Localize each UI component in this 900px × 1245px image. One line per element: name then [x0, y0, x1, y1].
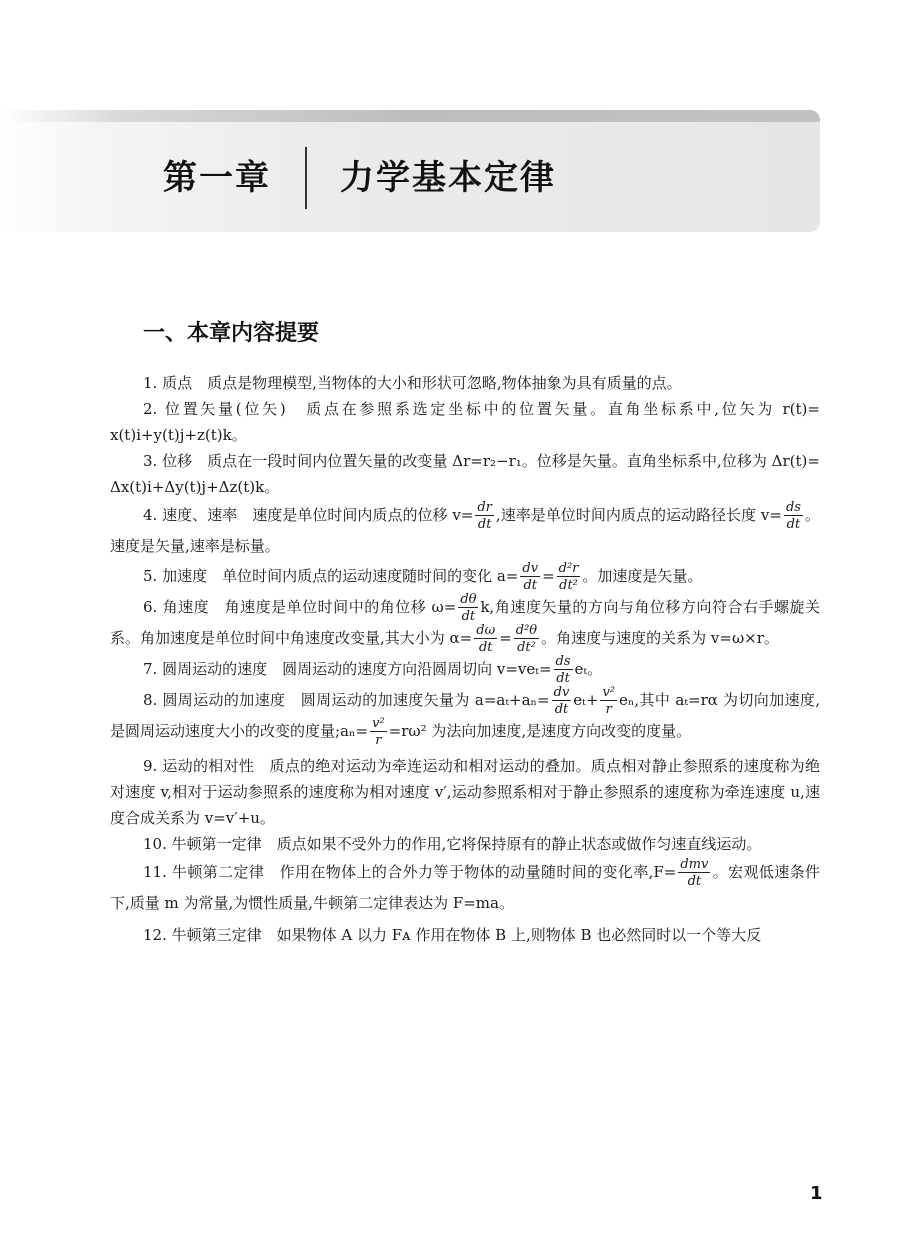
item-4 — [110, 500, 820, 561]
fraction-numerator: d²θ — [515, 623, 538, 638]
item-number: 6. 角速度 — [143, 598, 210, 616]
item-text: eₜ+ — [573, 691, 599, 709]
item-number: 4. 速度、速率 — [143, 506, 238, 524]
chapter-label: 第一章 — [163, 158, 271, 198]
fraction-numerator: ds — [555, 654, 571, 669]
fraction-numerator: v² — [372, 716, 385, 731]
fraction-denominator: r — [375, 733, 382, 748]
fraction-numerator: v² — [602, 685, 616, 700]
fraction — [514, 624, 539, 654]
item-text: =rω² 为法向加速度,是速度方向改变的度量。 — [388, 722, 692, 740]
item-text: eₜ。 — [574, 660, 603, 678]
fraction-denominator: dt — [478, 640, 493, 655]
chapter-title: 力学基本定律 — [340, 158, 556, 198]
chapter-divider — [305, 147, 307, 209]
item-text: ,速率是单位时间内质点的运动路径长度 v= — [495, 506, 782, 524]
fraction — [557, 562, 581, 592]
item-number: 9. 运动的相对性 — [143, 757, 255, 775]
fraction-numerator: dω — [476, 623, 496, 638]
item-text: 角速度是单位时间中的角位移 ω= — [209, 598, 457, 616]
item-text: eₙ,其中 aₜ=rα 为切向加速度,是圆周运动速度大小的改变的度量;aₙ= — [110, 691, 820, 740]
fraction — [520, 562, 540, 592]
fraction — [474, 624, 497, 654]
item-number: 2. 位置矢量(位矢) — [143, 400, 286, 418]
fraction-denominator: dt² — [559, 578, 578, 593]
fraction-denominator: dt² — [517, 640, 536, 655]
item-number: 8. 圆周运动的加速度 — [143, 691, 286, 709]
item-text: 。宏观低速条件下,质量 m 为常量,为惯性质量,牛顿第二定律表达为 F=ma。 — [110, 863, 820, 912]
equals-sign: = — [542, 567, 555, 585]
fraction — [554, 655, 573, 685]
item-number: 7. 圆周运动的速度 — [143, 660, 268, 678]
fraction-denominator: r — [605, 702, 612, 717]
fraction — [600, 686, 617, 716]
fraction — [475, 501, 494, 531]
item-8 — [110, 685, 820, 747]
item-text: 质点是物理模型,当物体的大小和形状可忽略,物体抽象为具有质量的点。 — [192, 374, 682, 392]
item-number: 1. 质点 — [143, 374, 193, 392]
item-number: 5. 加速度 — [143, 567, 208, 585]
fraction-denominator: dt — [554, 702, 569, 717]
fraction-numerator: dr — [477, 500, 492, 515]
item-9 — [110, 753, 820, 831]
equals-sign: = — [499, 629, 512, 647]
item-text: 单位时间内质点的运动速度随时间的变化 a= — [207, 567, 519, 585]
item-text: 作用在物体上的合外力等于物体的动量随时间的变化率,F= — [264, 863, 677, 881]
item-text: 如果物体 A 以力 Fᴀ 作用在物体 B 上,则物体 B 也必然同时以一个等大反 — [261, 926, 762, 944]
item-10 — [110, 831, 820, 857]
fraction-numerator: dv — [522, 561, 539, 576]
item-5 — [110, 561, 820, 592]
item-text: 圆周运动的速度方向沿圆周切向 v=veₜ= — [267, 660, 552, 678]
fraction-denominator: dt — [477, 517, 492, 532]
item-1 — [110, 370, 820, 396]
fraction — [784, 501, 803, 531]
item-2 — [110, 396, 820, 448]
content-body — [110, 370, 820, 948]
item-text: 。加速度是矢量。 — [582, 567, 703, 585]
page-number: 1 — [810, 1183, 823, 1204]
fraction — [552, 686, 572, 716]
item-text: 速度是单位时间内质点的位移 v= — [237, 506, 474, 524]
fraction-denominator: dt — [461, 609, 476, 624]
banner-top-stripe — [0, 110, 820, 122]
item-number: 11. 牛顿第二定律 — [143, 863, 265, 881]
fraction-numerator: dv — [553, 685, 570, 700]
item-number: 10. 牛顿第一定律 — [143, 835, 262, 853]
fraction-denominator: dt — [786, 517, 801, 532]
fraction-denominator: dt — [687, 874, 702, 889]
item-number: 3. 位移 — [143, 452, 193, 470]
section-heading: 一、本章内容提要 — [143, 321, 320, 346]
item-text: 质点如果不受外力的作用,它将保持原有的静止状态或做作匀速直线运动。 — [261, 835, 762, 853]
fraction-numerator: d²r — [558, 561, 579, 576]
fraction-numerator: dmv — [680, 857, 709, 872]
item-number: 12. 牛顿第三定律 — [143, 926, 262, 944]
item-12 — [110, 922, 820, 948]
item-text: 质点在一段时间内位置矢量的改变量 Δr=r₂−r₁。位移是矢量。直角坐标系中,位移为 Δr(t)= Δx(t)i+Δy(t)j+Δz(t)k。 — [110, 452, 820, 496]
item-text: 质点的绝对运动为牵连运动和相对运动的叠加。质点相对静止参照系的速度称为绝对速度 v,相对于运动参照系的速度称为相对速度 v′,运动参照系相对于静止参照系的速度称为牵连速度 u,速度合成关系为 v=v′+u。 — [110, 757, 820, 827]
fraction-denominator: dt — [523, 578, 537, 593]
item-text: k,角速度矢量的方向与角位移方向符合右手螺旋关系。角加速度是单位时间中角速度改变量,其大小为 α= — [110, 598, 820, 647]
item-7 — [110, 654, 820, 685]
item-text: 。速度是矢量,速率是标量。 — [110, 506, 820, 555]
item-text: 。角速度与速度的关系为 v=ω×r。 — [541, 629, 779, 647]
item-3 — [110, 448, 820, 500]
item-text: 圆周运动的加速度矢量为 a=aₜ+aₙ= — [285, 691, 550, 709]
item-11 — [110, 857, 820, 918]
fraction-denominator: dt — [556, 671, 570, 686]
fraction-numerator: dθ — [460, 592, 477, 607]
fraction — [458, 593, 478, 623]
fraction-numerator: ds — [785, 500, 801, 515]
item-text: 质点在参照系选定坐标中的位置矢量。直角坐标系中,位矢为 r(t)= x(t)i+y(t)j+z(t)k。 — [110, 400, 820, 444]
fraction — [370, 717, 387, 747]
item-6 — [110, 592, 820, 654]
fraction — [678, 858, 710, 888]
